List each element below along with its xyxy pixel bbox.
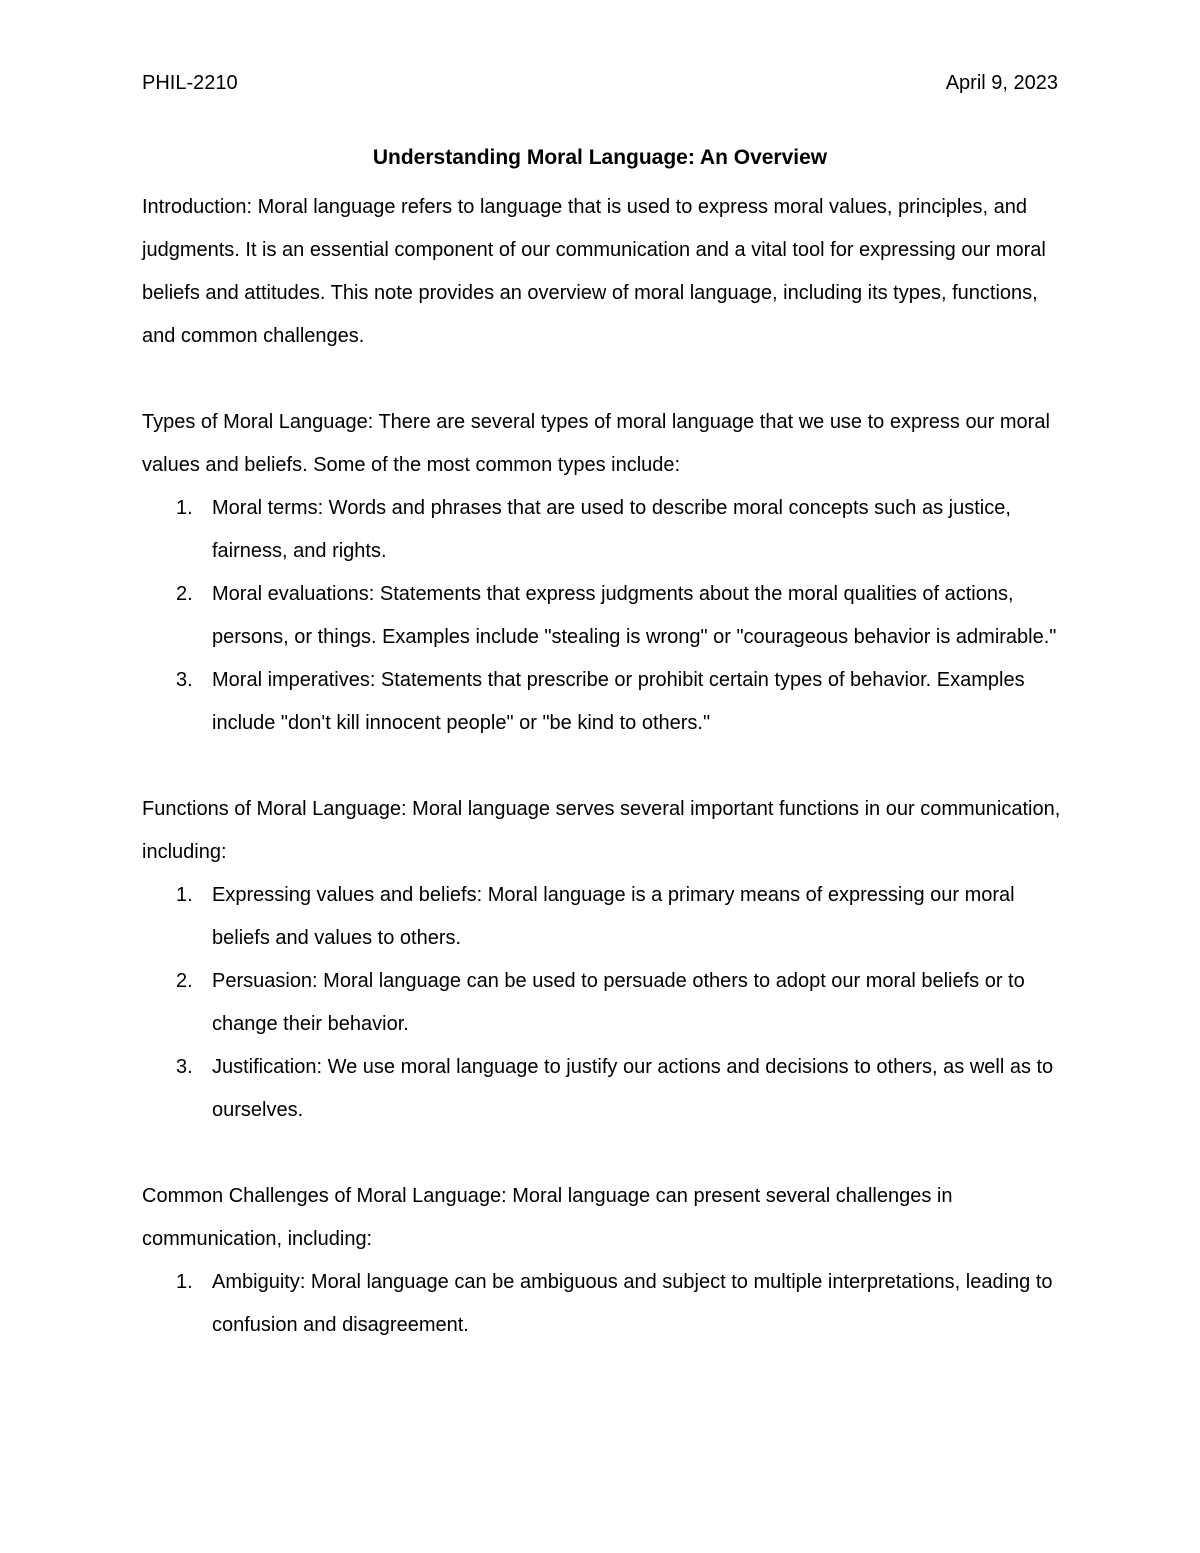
list-number: 1. xyxy=(176,884,193,906)
list-item-text: Persuasion: Moral language can be used to persuade others to adopt our moral beliefs or to change their behavior. xyxy=(212,970,1025,1035)
list-item xyxy=(142,573,1067,659)
paragraph-spacer xyxy=(142,745,1067,788)
paragraph-spacer xyxy=(142,1132,1067,1175)
types-lead-paragraph: Types of Moral Language: There are several types of moral language that we use to express our moral values and beliefs. Some of the most common types include: xyxy=(142,411,1050,476)
introduction-paragraph: Introduction: Moral language refers to language that is used to express moral values, principles, and judgments. It is an essential component of our communication and a vital tool for expressing our moral beliefs and attitudes. This note provides an overview of moral language, including its types, functions, and common challenges. xyxy=(142,196,1046,347)
document-date: April 9, 2023 xyxy=(945,72,1058,94)
list-item-text: Moral evaluations: Statements that express judgments about the moral qualities of actions, persons, or things. Examples include "stealing is wrong" or "courageous behavior is admirable." xyxy=(212,583,1057,648)
document-body xyxy=(142,186,1067,1347)
list-item xyxy=(142,960,1067,1046)
course-code: PHIL-2210 xyxy=(142,72,238,94)
document-title: Understanding Moral Language: An Overview xyxy=(372,146,828,169)
list-number: 3. xyxy=(176,1056,193,1078)
list-number: 1. xyxy=(176,1271,193,1293)
list-item-text: Ambiguity: Moral language can be ambiguous and subject to multiple interpretations, leading to confusion and disagreement. xyxy=(212,1271,1053,1336)
list-item xyxy=(142,659,1067,745)
challenges-lead-paragraph: Common Challenges of Moral Language: Moral language can present several challenges in communication, including: xyxy=(142,1185,953,1250)
list-number: 1. xyxy=(176,497,193,519)
list-item-text: Moral imperatives: Statements that prescribe or prohibit certain types of behavior. Examples include "don't kill innocent people" or "be kind to others." xyxy=(212,669,1025,734)
list-item xyxy=(142,874,1067,960)
challenges-list xyxy=(142,1261,1067,1347)
list-item xyxy=(142,1261,1067,1347)
list-number: 2. xyxy=(176,583,193,605)
functions-lead-paragraph: Functions of Moral Language: Moral language serves several important functions in our communication, including: xyxy=(142,798,1061,863)
paragraph-spacer xyxy=(142,358,1067,401)
list-item-text: Justification: We use moral language to justify our actions and decisions to others, as well as to ourselves. xyxy=(212,1056,1054,1121)
page-header xyxy=(142,72,1058,102)
list-item xyxy=(142,1046,1067,1132)
list-number: 3. xyxy=(176,669,193,691)
functions-list xyxy=(142,874,1067,1132)
types-list xyxy=(142,487,1067,745)
list-item-text: Expressing values and beliefs: Moral language is a primary means of expressing our moral beliefs and values to others. xyxy=(212,884,1015,949)
list-item xyxy=(142,487,1067,573)
list-item-text: Moral terms: Words and phrases that are used to describe moral concepts such as justice, fairness, and rights. xyxy=(212,497,1011,562)
list-number: 2. xyxy=(176,970,193,992)
